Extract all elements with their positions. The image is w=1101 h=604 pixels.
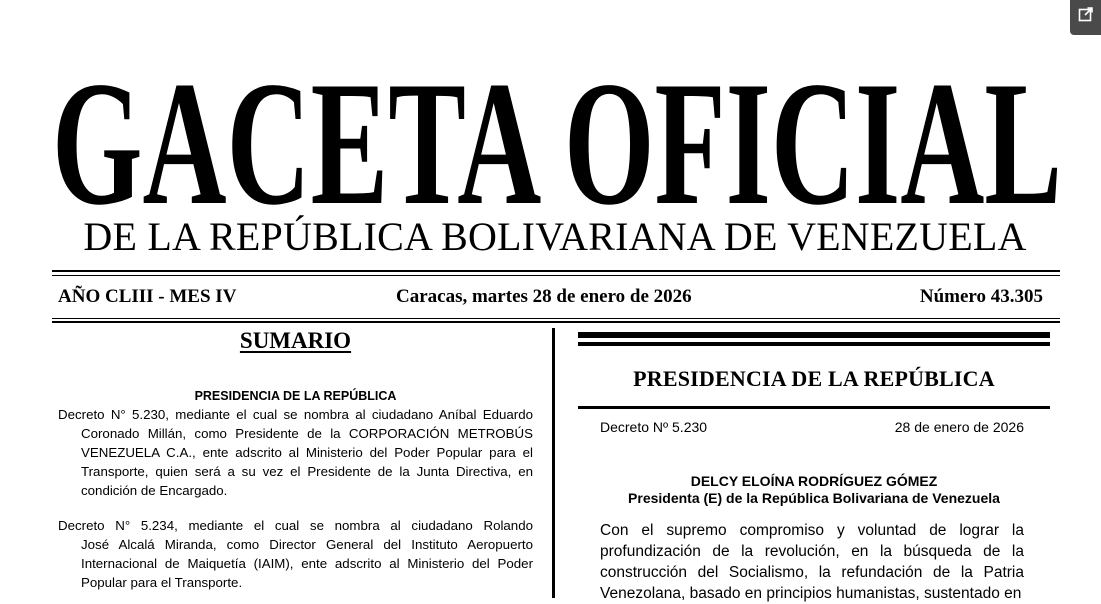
masthead — [52, 45, 1062, 230]
sumario-entry — [58, 405, 533, 500]
section-rule — [578, 406, 1050, 409]
issue-date: Caracas, martes 28 de enero de 2026 — [396, 286, 692, 307]
sumario-entry-rest: José Alcalá Miranda, como Director General del Instituto Aeropuerto Internacional de Maiquetía (IAIM), ente adscrito al Ministerio del Poder Popular para el Transporte. — [81, 537, 533, 590]
signer-name: DELCY ELOÍNA RODRÍGUEZ GÓMEZ — [690, 473, 938, 489]
column-divider — [552, 328, 555, 598]
signer-title: Presidenta (E) de la República Bolivariana de Venezuela — [628, 490, 1000, 506]
open-external-icon — [1078, 6, 1094, 22]
top-rule — [52, 270, 1060, 272]
masthead-title: GACETA OFICIAL — [52, 45, 1062, 230]
decree-number: Decreto Nº 5.230 — [600, 419, 708, 435]
sumario-entry — [58, 516, 533, 592]
issue-info-row — [58, 286, 1043, 312]
section-rule-thick — [578, 342, 1050, 346]
sumario-entry-first-line: Decreto N° 5.234, mediante el cual se nombra al ciudadano Rolando — [58, 518, 533, 533]
sumario-entry-rest: Coronado Millán, como Presidente de la CORPORACIÓN METROBÚS VENEZUELA C.A., ente adscrito al Ministerio del Poder Popular para el Transporte, quien será a su vez el Presidente de la Junta Directiva, en condición de Encargado. — [81, 426, 533, 498]
issue-number: Número 43.305 — [919, 286, 1043, 307]
sumario-title: SUMARIO — [239, 328, 352, 353]
sumario-entry-first-line: Decreto N° 5.230, mediante el cual se nombra al ciudadano Aníbal Eduardo — [58, 407, 533, 422]
open-external-button[interactable] — [1070, 0, 1101, 35]
section-rule-thick — [578, 332, 1050, 338]
masthead-subtitle: DE LA REPÚBLICA BOLIVARIANA DE VENEZUELA — [83, 214, 1027, 259]
bottom-rule-thin — [52, 318, 1060, 319]
decree-date: 28 de enero de 2026 — [894, 419, 1024, 435]
top-rule-thin — [52, 275, 1060, 276]
issue-year-month: AÑO CLIII - MES IV — [58, 286, 237, 307]
sumario-section-heading: PRESIDENCIA DE LA REPÚBLICA — [194, 389, 397, 403]
decree-body-text: Con el supremo compromiso y voluntad de lograr la profundización de la revolución, en la búsqueda de la construcción del Socialismo, la refundación de la Patria Venezolana, basado en principios humanistas, sustentado en — [600, 522, 1024, 602]
section-title: PRESIDENCIA DE LA REPÚBLICA — [633, 366, 995, 391]
bottom-rule — [52, 321, 1060, 323]
